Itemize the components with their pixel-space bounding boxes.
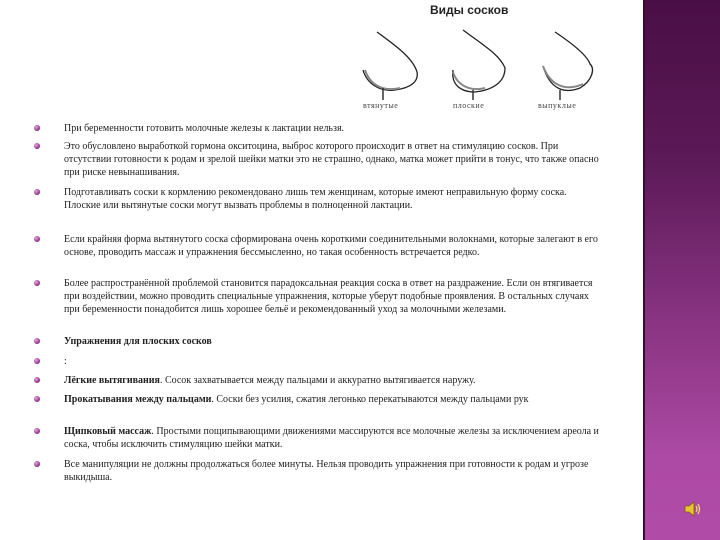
list-item [34, 393, 604, 406]
bullet-icon [34, 236, 40, 242]
list-item [34, 122, 604, 135]
list-item [34, 186, 604, 212]
list-item [34, 458, 604, 484]
item-text: Подготавливать соски к кормлению рекомендовано лишь тем женщинам, которые имеют неправильную форму соска. Плоские или вытянутые соски могут вызвать проблемы в полноценной лактации. [64, 187, 567, 211]
speaker-icon[interactable] [683, 500, 701, 518]
item-bold: Щипковый массаж [64, 426, 152, 437]
bullet-icon [34, 143, 40, 149]
list-item [34, 355, 604, 368]
item-text: . Простыми пощипывающими движениями массируются все молочные железы за исключением ареола и соска, чтобы исключить стимуляцию шейки матки. [64, 426, 599, 450]
label-inverted: втянутые [363, 101, 399, 110]
item-text: . Соски без усилия, сжатия легонько перекатываются между пальцами рук [211, 394, 529, 405]
label-protruding: выпуклые [538, 101, 577, 110]
bullet-icon [34, 377, 40, 383]
item-text: Все манипуляции не должны продолжаться более минуты. Нельзя проводить упражнения при готовности к родам и угрозе выкидыша. [64, 459, 589, 483]
list-item [34, 374, 604, 387]
item-bold: Лёгкие вытягивания [64, 375, 160, 386]
nipple-types-drawing [355, 0, 615, 115]
item-text: Более распространённой проблемой становится парадоксальная реакция соска в ответ на раздражение. Если он втягивается при воздействии, можно проводить специальные упражнения, которые уберут подобные проявления. В остальных случаях при беременности понадобится лишь хорошее бельё и рекомендованный уход за молочными железами. [64, 278, 593, 315]
item-bold: Прокатывания между пальцами [64, 394, 212, 405]
decorative-sidebar [643, 0, 720, 540]
bullet-icon [34, 358, 40, 364]
bullet-icon [34, 461, 40, 467]
bullet-icon [34, 189, 40, 195]
bullet-icon [34, 338, 40, 344]
list-item [34, 233, 604, 259]
bullet-icon [34, 396, 40, 402]
label-flat: плоские [453, 101, 485, 110]
bullet-icon [34, 428, 40, 434]
list-item [34, 425, 604, 451]
item-text: Если крайняя форма вытянутого соска сформирована очень короткими соединительными волокнами, которые залегают в его основе, проводить массаж и упражнения бессмысленно, но такая особенность встречается редко. [64, 234, 598, 258]
item-text: Это обусловлено выработкой гормона окситоцина, выброс которого происходит в ответ на стимуляцию сосков. При отсутствии готовности к родам и зрелой шейки матки это не страшно, однако, матка может прийти в тонус, что также опасно при риске невынашивания. [64, 141, 599, 178]
list-item [34, 335, 604, 348]
item-bold: Упражнения для плоских сосков [64, 336, 212, 347]
bullet-icon [34, 280, 40, 286]
list-item [34, 140, 604, 179]
figure-title: Виды сосков [430, 3, 509, 17]
item-text: : [64, 356, 67, 367]
item-text: При беременности готовить молочные железы к лактации нельзя. [64, 123, 345, 134]
list-item [34, 277, 604, 316]
nipple-types-figure [355, 0, 615, 115]
bullet-icon [34, 125, 40, 131]
item-text: . Сосок захватывается между пальцами и аккуратно вытягивается наружу. [159, 375, 476, 386]
